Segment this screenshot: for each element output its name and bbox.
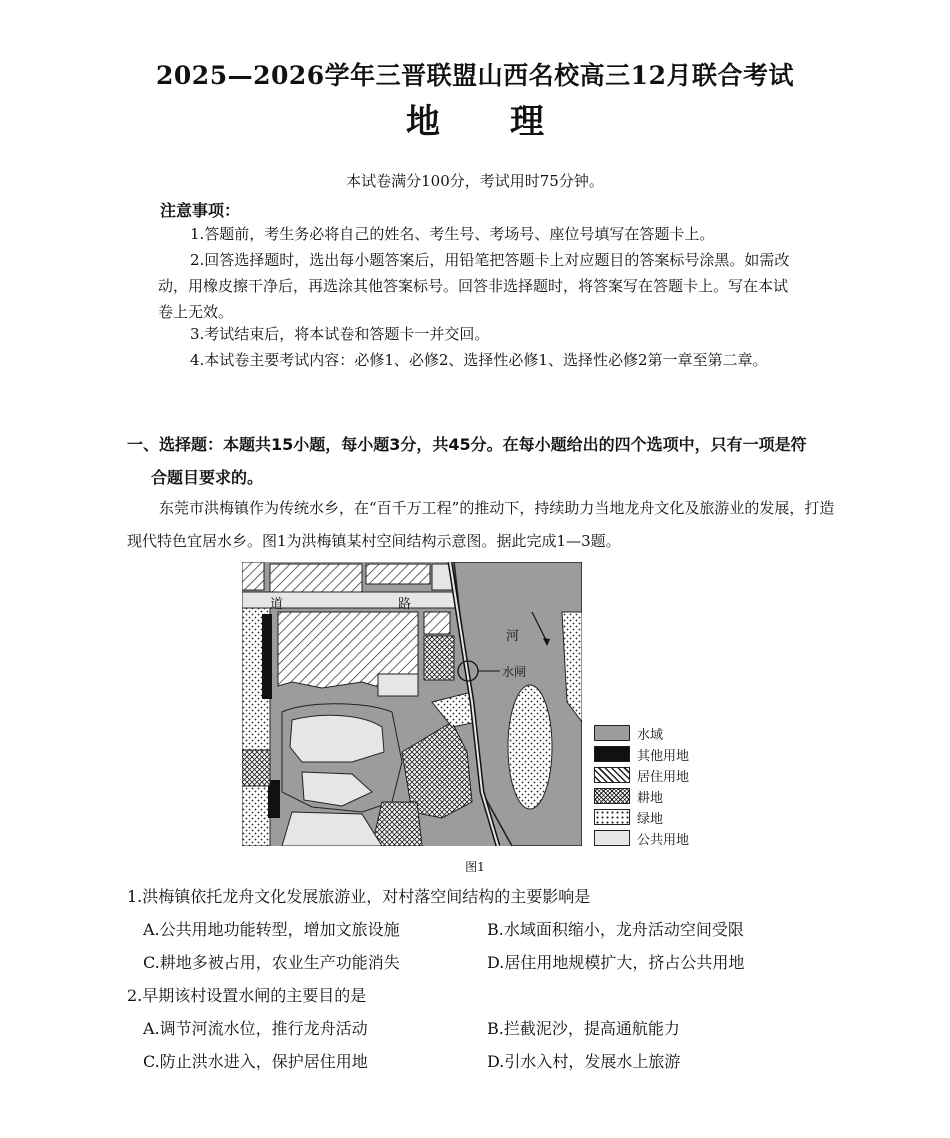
notice-item-3: 3.考试结束后，将本试卷和答题卡一并交回。 — [190, 325, 490, 343]
village-map-figure — [242, 562, 582, 850]
map-label-road-2: 路 — [398, 597, 412, 612]
question-1-option-b[interactable]: B.水域面积缩小，龙舟活动空间受限 — [487, 920, 744, 939]
legend-swatch-green — [594, 809, 630, 825]
subject-title: 地理 — [406, 102, 614, 142]
notice-item-2: 2.回答选择题时，选出每小题答案后，用铅笔把答题卡上对应题目的答案标号涂黑。如需改动，用橡皮擦干净后，再选涂其他答案标号。回答非选择题时，将答案写在答题卡上。写在本试卷上无效。 — [158, 251, 790, 321]
section-heading — [127, 428, 837, 494]
question-2-option-d[interactable]: D.引水入村，发展水上旅游 — [487, 1052, 681, 1071]
notice-item-4: 4.本试卷主要考试内容：必修1、必修2、选择性必修1、选择性必修2第一章至第二章。 — [190, 351, 768, 369]
question-1-option-d[interactable]: D.居住用地规模扩大，挤占公共用地 — [487, 953, 745, 972]
legend-label: 居住用地 — [637, 770, 690, 785]
legend-swatch-residential — [594, 767, 630, 783]
question-2-stem: 2.早期该村设置水闸的主要目的是 — [127, 986, 367, 1005]
legend-swatch-public — [594, 830, 630, 846]
exam-title: 2025—2026学年三晋联盟山西名校高三12月联合考试 — [156, 61, 794, 90]
question-1-option-c[interactable]: C.耕地多被占用，农业生产功能消失 — [143, 953, 400, 972]
legend-swatch-other — [594, 746, 630, 762]
figure-caption: 图1 — [465, 860, 485, 874]
question-2-option-c[interactable]: C.防止洪水进入，保护居住用地 — [143, 1052, 368, 1071]
legend-label: 绿地 — [637, 812, 664, 827]
legend-label: 公共用地 — [637, 833, 690, 848]
question-1-stem: 1.洪梅镇依托龙舟文化发展旅游业，对村落空间结构的主要影响是 — [127, 887, 591, 906]
question-1-option-a[interactable]: A.公共用地功能转型，增加文旅设施 — [143, 920, 400, 939]
legend-label: 其他用地 — [637, 749, 690, 764]
question-2-option-a[interactable]: A.调节河流水位，推行龙舟活动 — [143, 1019, 368, 1038]
question-intro: 东莞市洪梅镇作为传统水乡，在“百千万工程”的推动下，持续助力当地龙舟文化及旅游业的发展，打造现代特色宜居水乡。图1为洪梅镇某村空间结构示意图。据此完成1—3题。 — [127, 499, 835, 550]
map-label-road-1: 道 — [270, 597, 284, 612]
map-label-sluice: 水闸 — [502, 665, 527, 679]
legend-label: 水域 — [637, 728, 664, 743]
section-heading-line1: 一、选择题：本题共15小题，每小题3分，共45分。在每小题给出的四个选项中，只有一项是符 — [127, 435, 807, 454]
notice-item-1: 1.答题前，考生务必将自己的姓名、考生号、考场号、座位号填写在答题卡上。 — [190, 225, 715, 243]
village-map — [242, 562, 582, 846]
legend-swatch-water — [594, 725, 630, 741]
section-heading-line2: 合题目要求的。 — [151, 468, 264, 487]
legend-label: 耕地 — [637, 791, 664, 806]
map-label-river: 河 — [506, 629, 520, 644]
exam-meta: 本试卷满分100分，考试用时75分钟。 — [346, 172, 604, 190]
legend-swatch-farmland — [594, 788, 630, 804]
question-2-option-b[interactable]: B.拦截泥沙，提高通航能力 — [487, 1019, 680, 1038]
notice-heading: 注意事项： — [160, 201, 241, 220]
